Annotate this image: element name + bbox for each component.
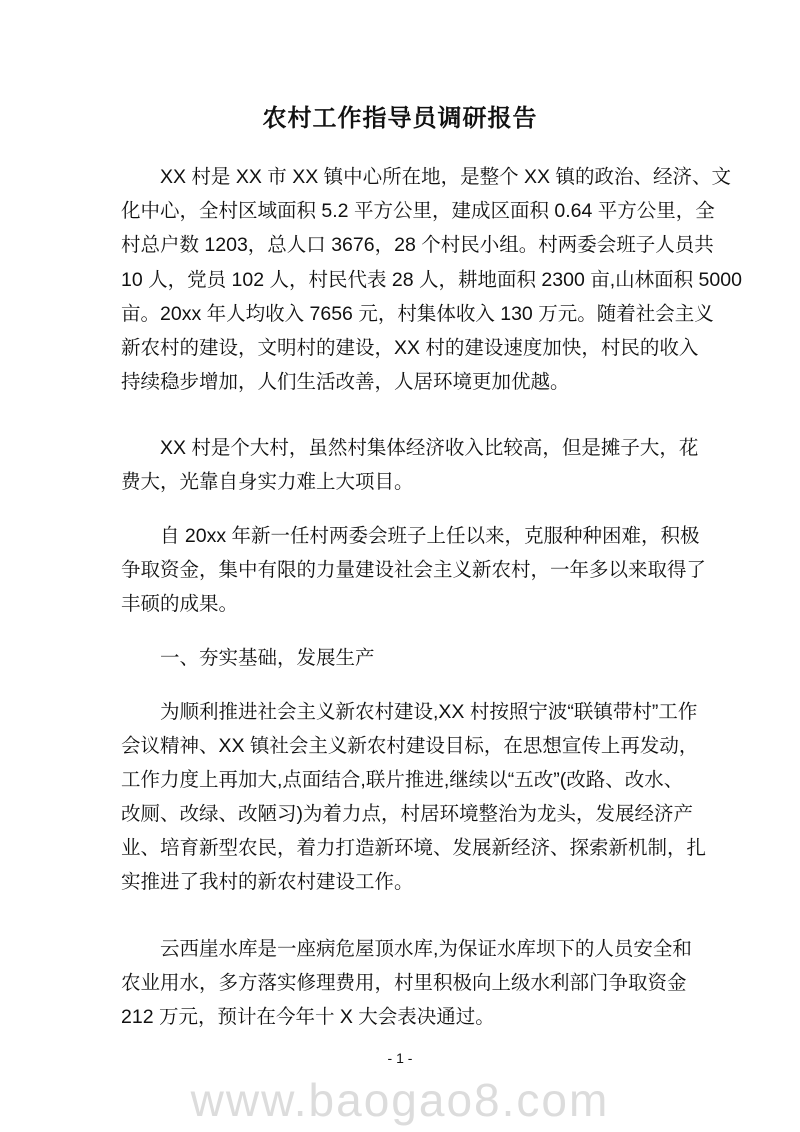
paragraph-line: 云西崖水库是一座病危屋顶水库,为保证水库坝下的人员安全和 — [160, 938, 692, 960]
paragraph-line: 丰硕的成果。 — [121, 593, 239, 615]
document-title: 农村工作指导员调研报告 — [262, 105, 538, 132]
paragraph-line: 会议精神、XX 镇社会主义新农村建设目标，在思想宣传上再发动， — [121, 735, 699, 757]
paragraph-line: 自 20xx 年新一任村两委会班子上任以来，克服种种困难，积极 — [160, 525, 700, 547]
section-heading: 一、夯实基础，发展生产 — [160, 647, 375, 669]
paragraph-line: 费大，光靠自身实力难上大项目。 — [121, 471, 414, 493]
paragraph-line: 212 万元，预计在今年十 X 大会表决通过。 — [121, 1006, 495, 1028]
paragraph-line: 工作力度上再加大,点面结合,联片推进,继续以“五改”(改路、改水、 — [121, 769, 684, 791]
paragraph-line: XX 村是个大村，虽然村集体经济收入比较高，但是摊子大，花 — [160, 437, 699, 459]
paragraph-line: 新农村的建设，文明村的建设，XX 村的建设速度加快，村民的收入 — [121, 337, 699, 359]
paragraph-line: 实推进了我村的新农村建设工作。 — [121, 871, 414, 893]
watermark: www.baogao8.com — [190, 1074, 610, 1126]
paragraph-line: 亩。20xx 年人均收入 7656 元，村集体收入 130 万元。随着社会主义 — [121, 303, 714, 325]
paragraph-line: 农业用水，多方落实修理费用，村里积极向上级水利部门争取资金 — [121, 972, 687, 994]
paragraph-line: 业、培育新型农民，着力打造新环境、发展新经济、探索新机制，扎 — [121, 837, 707, 859]
paragraph-line: 化中心，全村区域面积 5.2 平方公里，建成区面积 0.64 平方公里，全 — [121, 200, 715, 222]
paragraph-line: XX 村是 XX 市 XX 镇中心所在地，是整个 XX 镇的政治、经济、文 — [160, 166, 731, 188]
paragraph-line: 10 人，党员 102 人，村民代表 28 人，耕地面积 2300 亩,山林面积 5000 — [121, 269, 742, 291]
page-number: - 1 - — [387, 1050, 413, 1066]
paragraph-line: 持续稳步增加，人们生活改善，人居环境更加优越。 — [121, 371, 570, 393]
paragraph-line: 争取资金，集中有限的力量建设社会主义新农村，一年多以来取得了 — [121, 559, 707, 581]
paragraph-line: 村总户数 1203，总人口 3676，28 个村民小组。村两委会班子人员共 — [121, 234, 714, 256]
paragraph-line: 改厕、改绿、改陋习)为着力点，村居环境整治为龙头，发展经济产 — [121, 803, 693, 825]
paragraph-line: 为顺利推进社会主义新农村建设,XX 村按照宁波“联镇带村”工作 — [160, 701, 698, 723]
